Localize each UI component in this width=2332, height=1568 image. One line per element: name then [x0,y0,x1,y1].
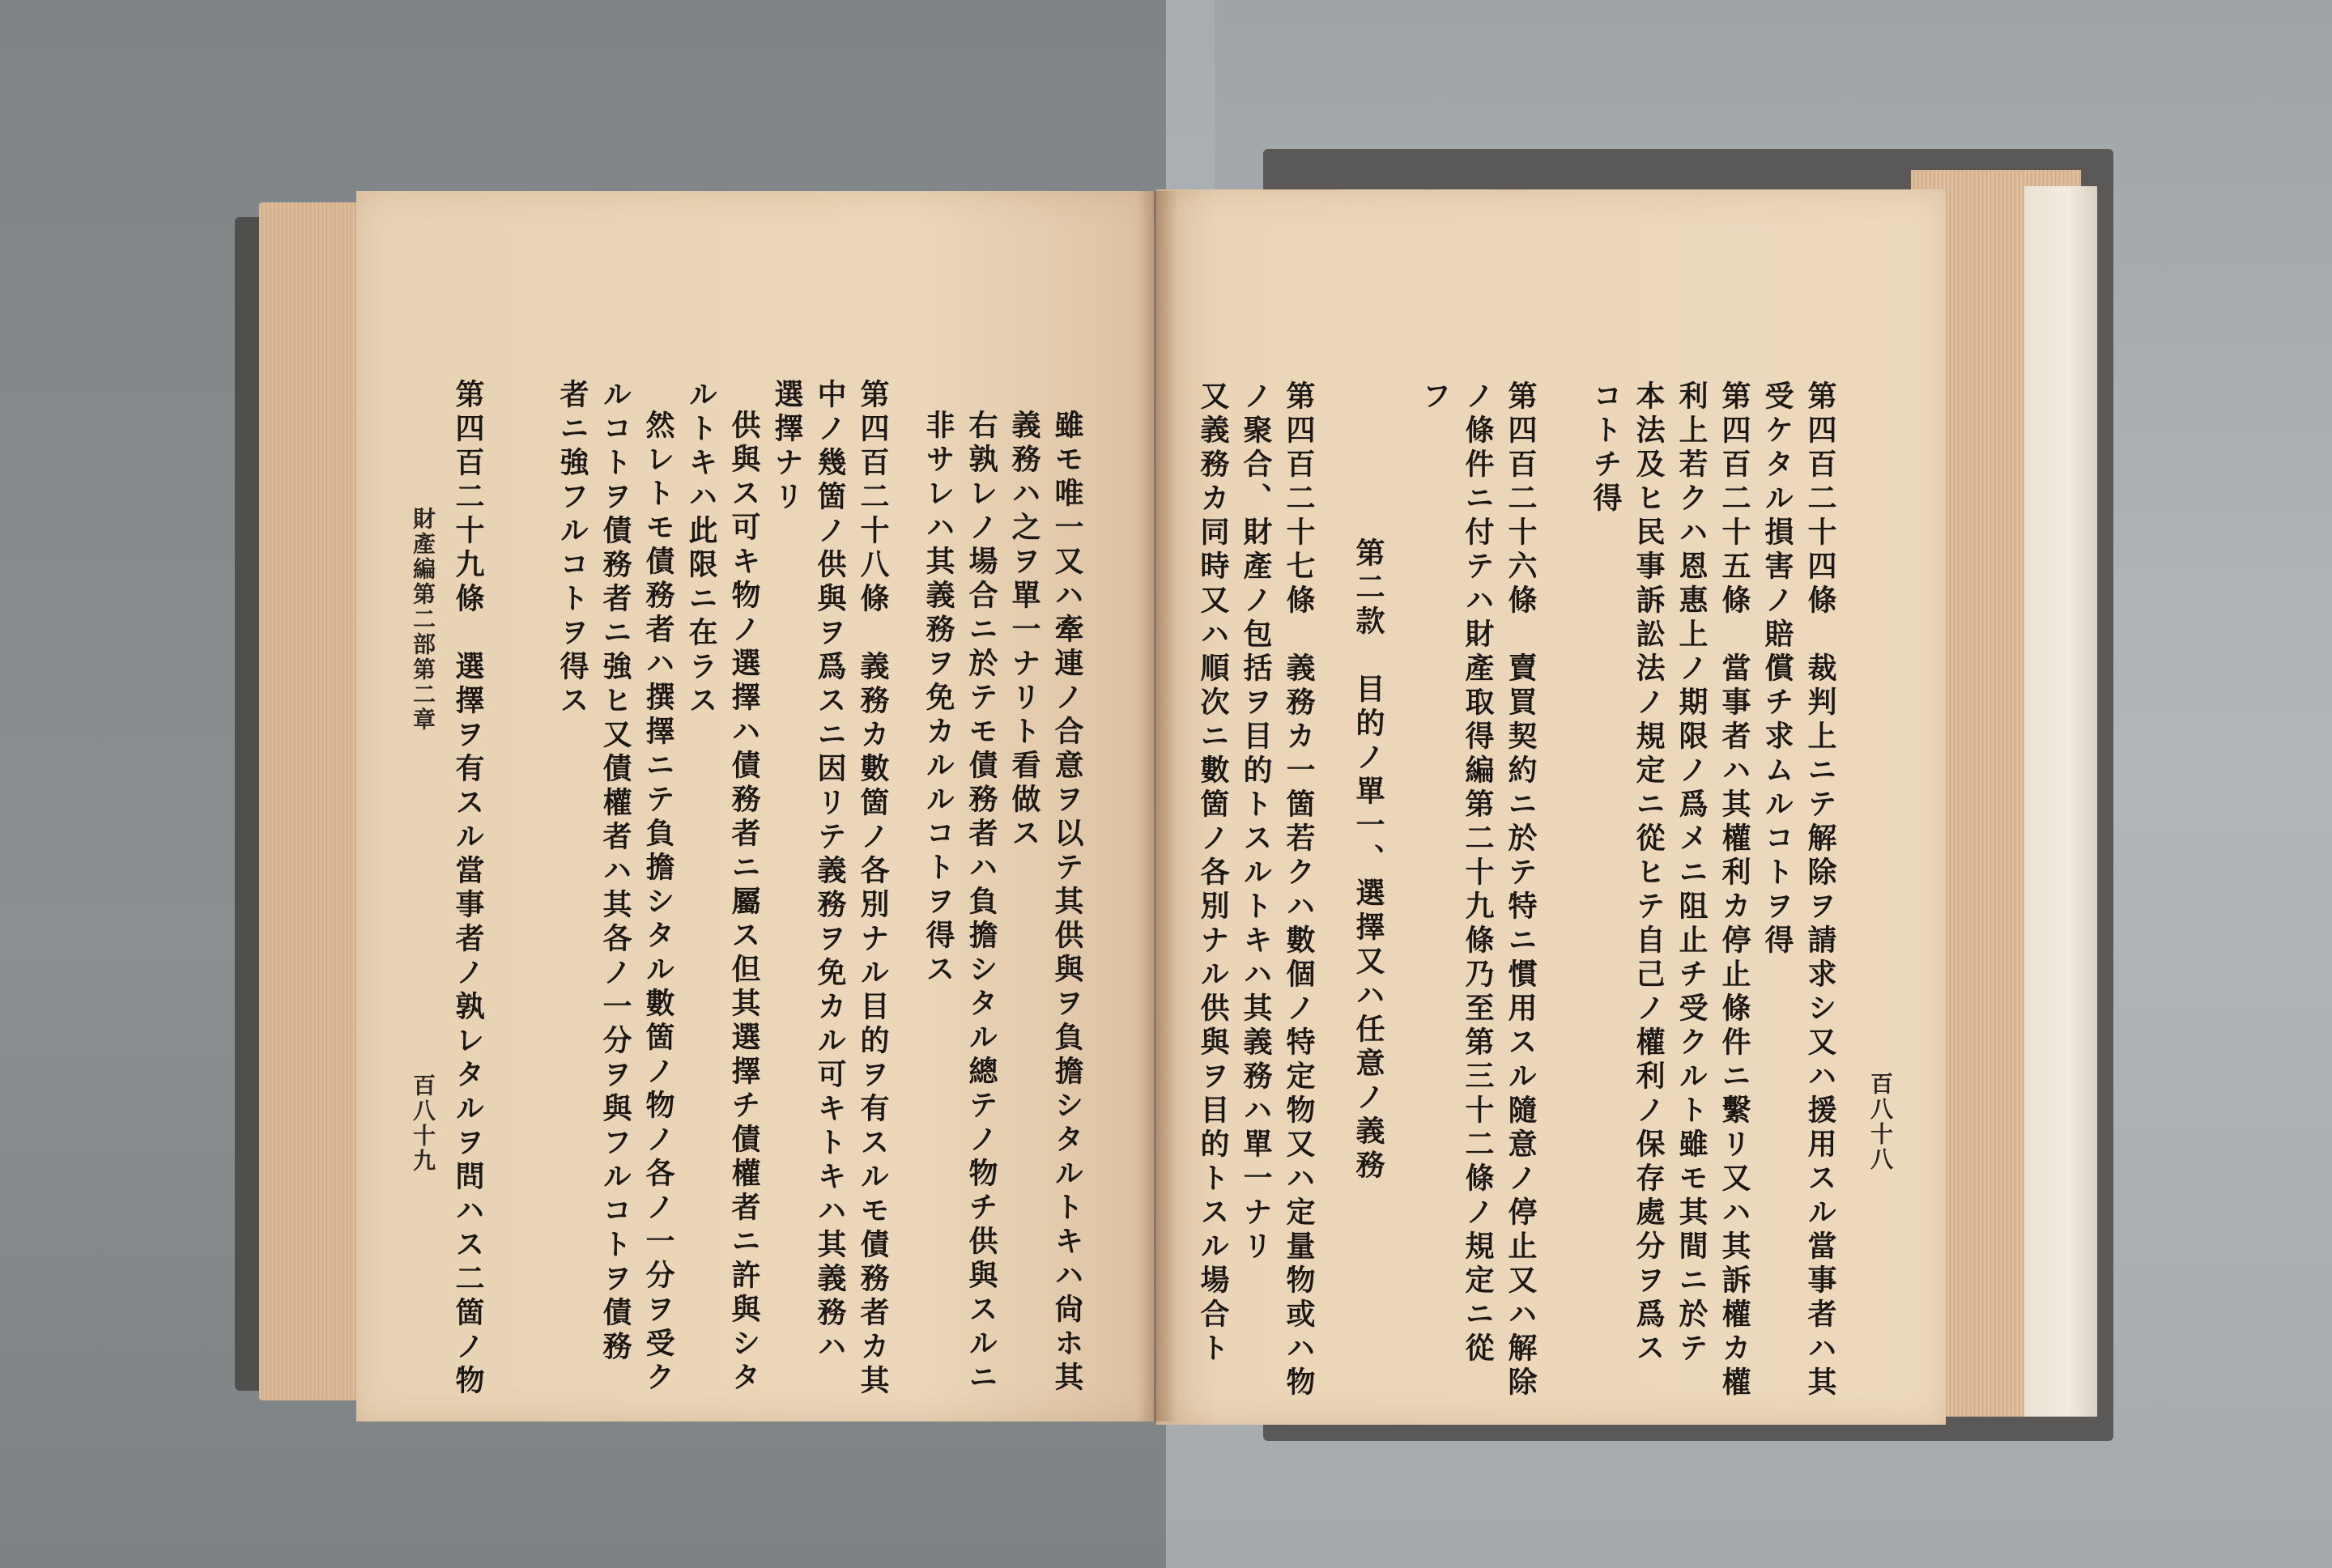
article-heading: 第四百二十九條 選擇ヲ有スル當事者ノ孰レタルヲ問ハス二箇ノ物 [451,379,485,1399]
page-edge-right [2024,186,2097,1417]
text-column: 中ノ幾箇ノ供與ヲ爲スニ因リテ義務ヲ免カル可キトキハ其義務ハ [813,379,847,1365]
left-page [356,191,1154,1421]
text-column: 右孰レノ場合ニ於テモ債務者ハ負擔シタル總テノ物チ供與スルニ [964,410,998,1396]
article-heading: 第四百二十六條 賣買契約ニ於テ特ニ慣用スル隨意ノ停止又ハ解除 [1504,380,1538,1400]
page-number: 百八十八 [1867,1072,1894,1172]
text-column: 非サレハ其義務ヲ免カルルコトヲ得ス [921,410,955,988]
text-column: 義務ハ之ヲ單一ナリト看做ス [1007,410,1041,852]
text-column: 利上若クハ恩惠上ノ期限ノ爲メニ阻止チ受クルト雖モ其間ニ於テ [1675,380,1709,1366]
text-column: ノ條件ニ付テハ財產取得編第二十九條乃至第三十二條ノ規定ニ從 [1461,380,1495,1366]
text-column: 然レトモ債務者ハ撰擇ニテ負擔シタル數箇ノ物ノ各ノ一分ヲ受ク [641,410,675,1396]
text-column: ノ聚合、財產ノ包括ヲ目的トスルトキハ其義務ハ單一ナリ [1239,380,1273,1264]
article-heading: 第四百二十八條 義務カ數箇ノ各別ナル目的ヲ有スルモ債務者カ其 [856,379,890,1399]
text-column: 雖モ唯一又ハ牽連ノ合意ヲ以テ其供與ヲ負擔シタルトキハ尙ホ其 [1050,410,1084,1396]
page-stack-left [259,202,364,1400]
text-column: 又義務カ同時又ハ順次ニ數箇ノ各別ナル供與ヲ目的トスル場合ト [1196,380,1230,1366]
text-column: コトチ得 [1589,380,1623,516]
text-column: 受ケタル損害ノ賠償チ求ムルコトヲ得 [1760,380,1794,958]
right-page [1156,189,1946,1425]
running-head: 財產編第二部第二章 [410,507,436,733]
article-heading: 第四百二十四條 裁判上ニテ解除ヲ請求シ又ハ援用スル當事者ハ其 [1803,380,1837,1400]
article-heading: 第四百二十五條 當事者ハ其權利カ停止條件ニ繫リ又ハ其訴權カ權 [1717,380,1751,1400]
section-heading: 第二款 目的ノ單一、選擇又ハ任意ノ義務 [1351,538,1385,1183]
page-number: 百八十九 [410,1073,436,1174]
text-column: 選擇ナリ [770,379,804,515]
article-heading: 第四百二十七條 義務カ一箇若クハ數個ノ特定物又ハ定量物或ハ物 [1282,380,1316,1400]
text-column: 供與ス可キ物ノ選擇ハ債務者ニ屬ス但其選擇チ債權者ニ許與シタ [727,410,761,1396]
text-column: 者ニ強フルコトヲ得ス [555,379,589,719]
text-column: ルトキハ此限ニ在ラス [684,379,718,719]
text-column: 本法及ヒ民事訴訟法ノ規定ニ從ヒテ自己ノ權利ノ保存處分ヲ爲ス [1632,380,1666,1366]
text-column: フ [1418,380,1452,414]
text-column: ルコトヲ債務者ニ強ヒ又債權者ハ其各ノ一分ヲ與フルコトヲ債務 [598,379,632,1365]
book-gutter [1138,191,1178,1421]
